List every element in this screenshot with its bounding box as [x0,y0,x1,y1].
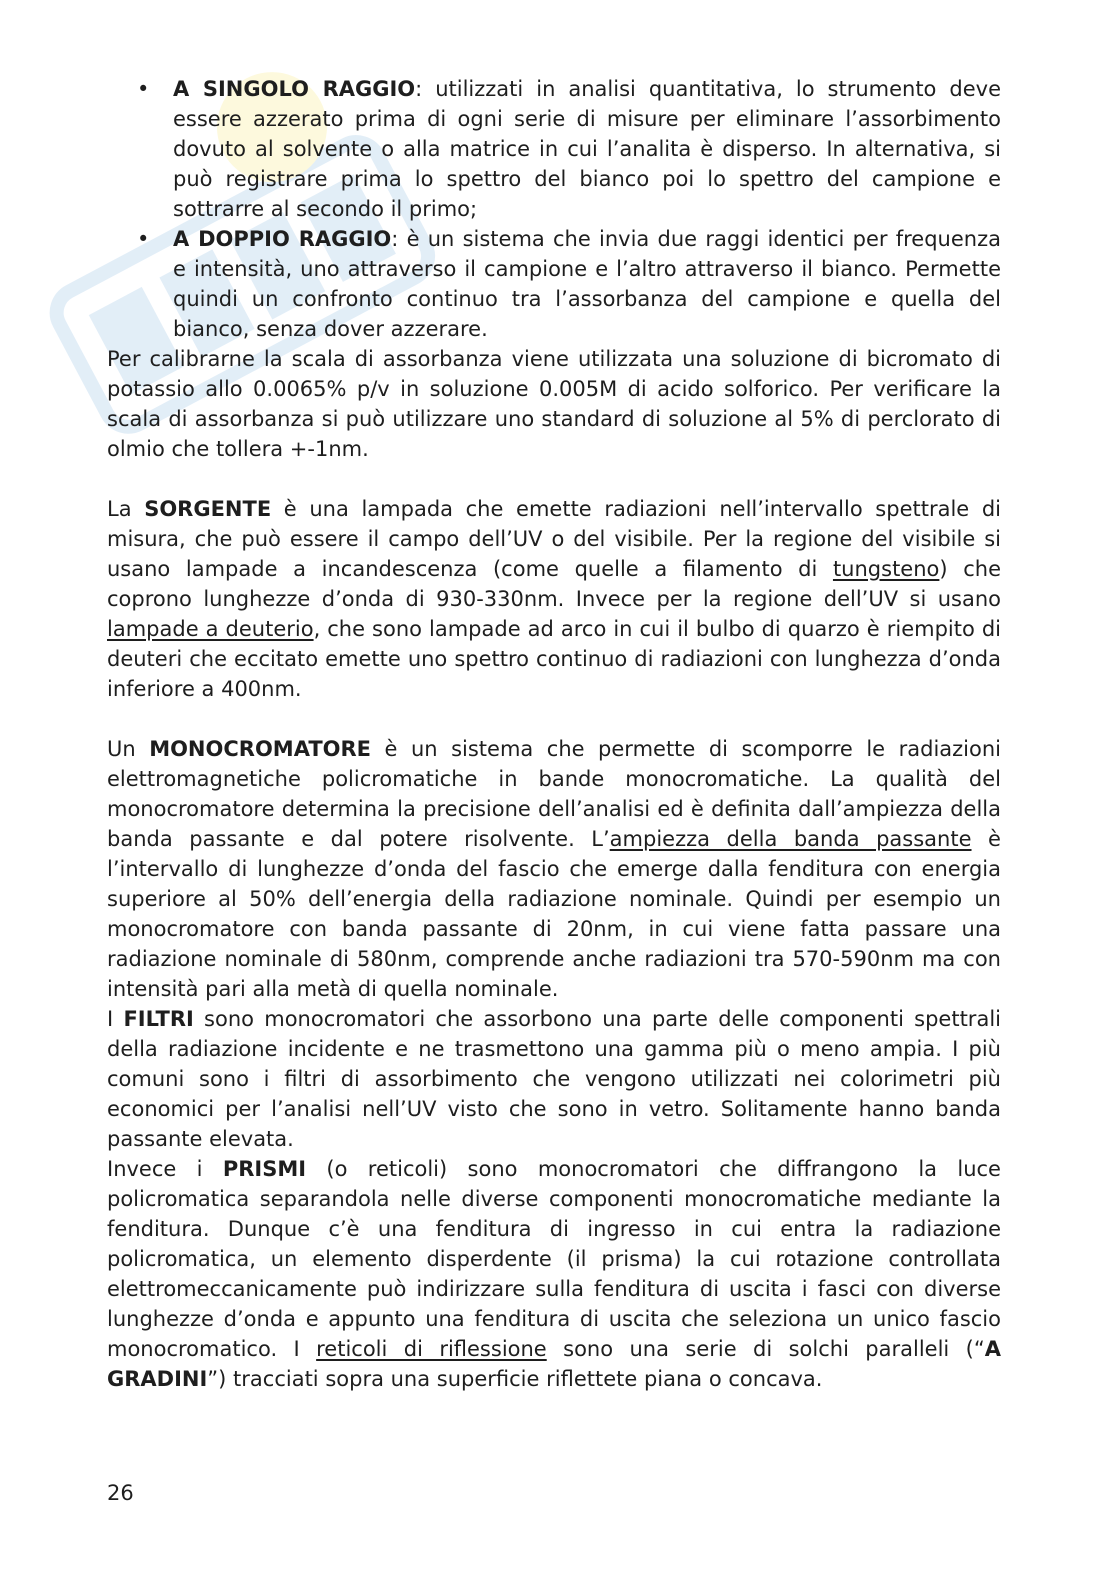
paragraph-prismi [107,1154,1001,1394]
text-run: ) che coprono lunghezze d’onda di 930-330nm. Invece per la regione dell’UV si usano [107,557,1001,611]
page-number: 26 [107,1481,134,1505]
text-run: sono una serie di solchi paralleli (“ [546,1337,985,1361]
term-monocromatore: MONOCROMATORE [149,737,372,761]
bullet-item-doppio-raggio [107,224,1001,344]
paragraph-sorgente [107,494,1001,704]
text-run: è un sistema che permette di scomporre le radiazioni elettromagnetiche policromatiche in bande monocromatiche. La qualità del monocromatore determina la precisione dell’analisi ed è definita dall’ampiezza della banda passante e dal potere risolvente. L’ [107,737,1001,851]
document-body [107,74,1001,1394]
paragraph-calibration: Per calibrarne la scala di assorbanza viene utilizzata una soluzione di bicromato di potassio allo 0.0065% p/v in soluzione 0.005M di acido solforico. Per verificare la scala di assorbanza si può utilizzare uno standard di soluzione al 5% di perclorato di olmio che tollera +-1nm. [107,347,1001,461]
bullet-text: : è un sistema che invia due raggi identici per frequenza e intensità, uno attraverso il campione e l’altro attraverso il bianco. Permette quindi un confronto continuo tra l’assorbanza del campione e quella del bianco, senza dover azzerare. [173,227,1001,341]
text-run: La [107,497,145,521]
term-prismi: PRISMI [222,1157,307,1181]
term-singolo-raggio: A SINGOLO RAGGIO [173,77,416,101]
underlined-lampade-a-deuterio: lampade a deuterio [107,617,314,641]
paragraph-monocromatore [107,734,1001,1004]
underlined-tungsteno: tungsteno [832,557,940,581]
paragraph-filtri [107,1004,1001,1154]
bullet-item-singolo-raggio [107,74,1001,224]
text-run: ”) tracciati sopra una superficie riflettete piana o concava. [207,1367,823,1391]
text-run: Un [107,737,150,761]
term-filtri: FILTRI [123,1007,194,1031]
term-sorgente: SORGENTE [144,497,272,521]
bullet-text: : utilizzati in analisi quantitativa, lo strumento deve essere azzerato prima di ogni serie di misure per eliminare l’assorbimento dovuto al solvente o alla matrice in cui l’analita è disperso. In alternativa, si può registrare prima lo spettro del bianco poi lo spettro del campione e sottrarre al secondo il primo; [173,77,1001,221]
text-run: sono monocromatori che assorbono una parte delle componenti spettrali della radiazione incidente e ne trasmettono una gamma più o meno ampia. I più comuni sono i filtri di assorbimento che vengono utilizzati nei colorimetri più economici per l’analisi nell’UV visto che sono in vetro. Solitamente hanno banda passante elevata. [107,1007,1001,1151]
underlined-reticoli-riflessione: reticoli di riflessione [316,1337,547,1361]
bullet-list [107,74,1001,344]
text-run: è l’intervallo di lunghezze d’onda del fascio che emerge dalla fenditura con energia superiore al 50% dell’energia della radiazione nominale. Quindi per esempio un monocromatore con banda passante di 20nm, in cui viene fatta passare una radiazione nominale di 580nm, comprende anche radiazioni tra 570-590nm ma con intensità pari alla metà di quella nominale. [107,827,1001,1001]
term-a-gradini: A GRADINI [107,1337,1002,1391]
underlined-ampiezza-banda: ampiezza della banda passante [609,827,972,851]
text-run: Invece i [107,1157,223,1181]
text-run: I [107,1007,124,1031]
term-doppio-raggio: A DOPPIO RAGGIO [173,227,392,251]
text-run: (o reticoli) sono monocromatori che diffrangono la luce policromatica separandola nelle diverse componenti monocromatiche mediante la fenditura. Dunque c’è una fenditura di ingresso in cui entra la radiazione policromatica, un elemento disperdente (il prisma) la cui rotazione controllata elettromeccanicamente può indirizzare sulla fenditura di uscita i fasci con diverse lunghezze d’onda e appunto una fenditura di uscita che seleziona un unico fascio monocromatico. I [107,1157,1001,1361]
text-run: è una lampada che emette radiazioni nell’intervallo spettrale di misura, che può essere il campo dell’UV o del visibile. Per la regione del visibile si usano lampade a incandescenza (come quelle a filamento di [107,497,1001,581]
text-run: , che sono lampade ad arco in cui il bulbo di quarzo è riempito di deuteri che eccitato emette uno spettro continuo di radiazioni con lunghezza d’onda inferiore a 400nm. [107,617,1002,701]
